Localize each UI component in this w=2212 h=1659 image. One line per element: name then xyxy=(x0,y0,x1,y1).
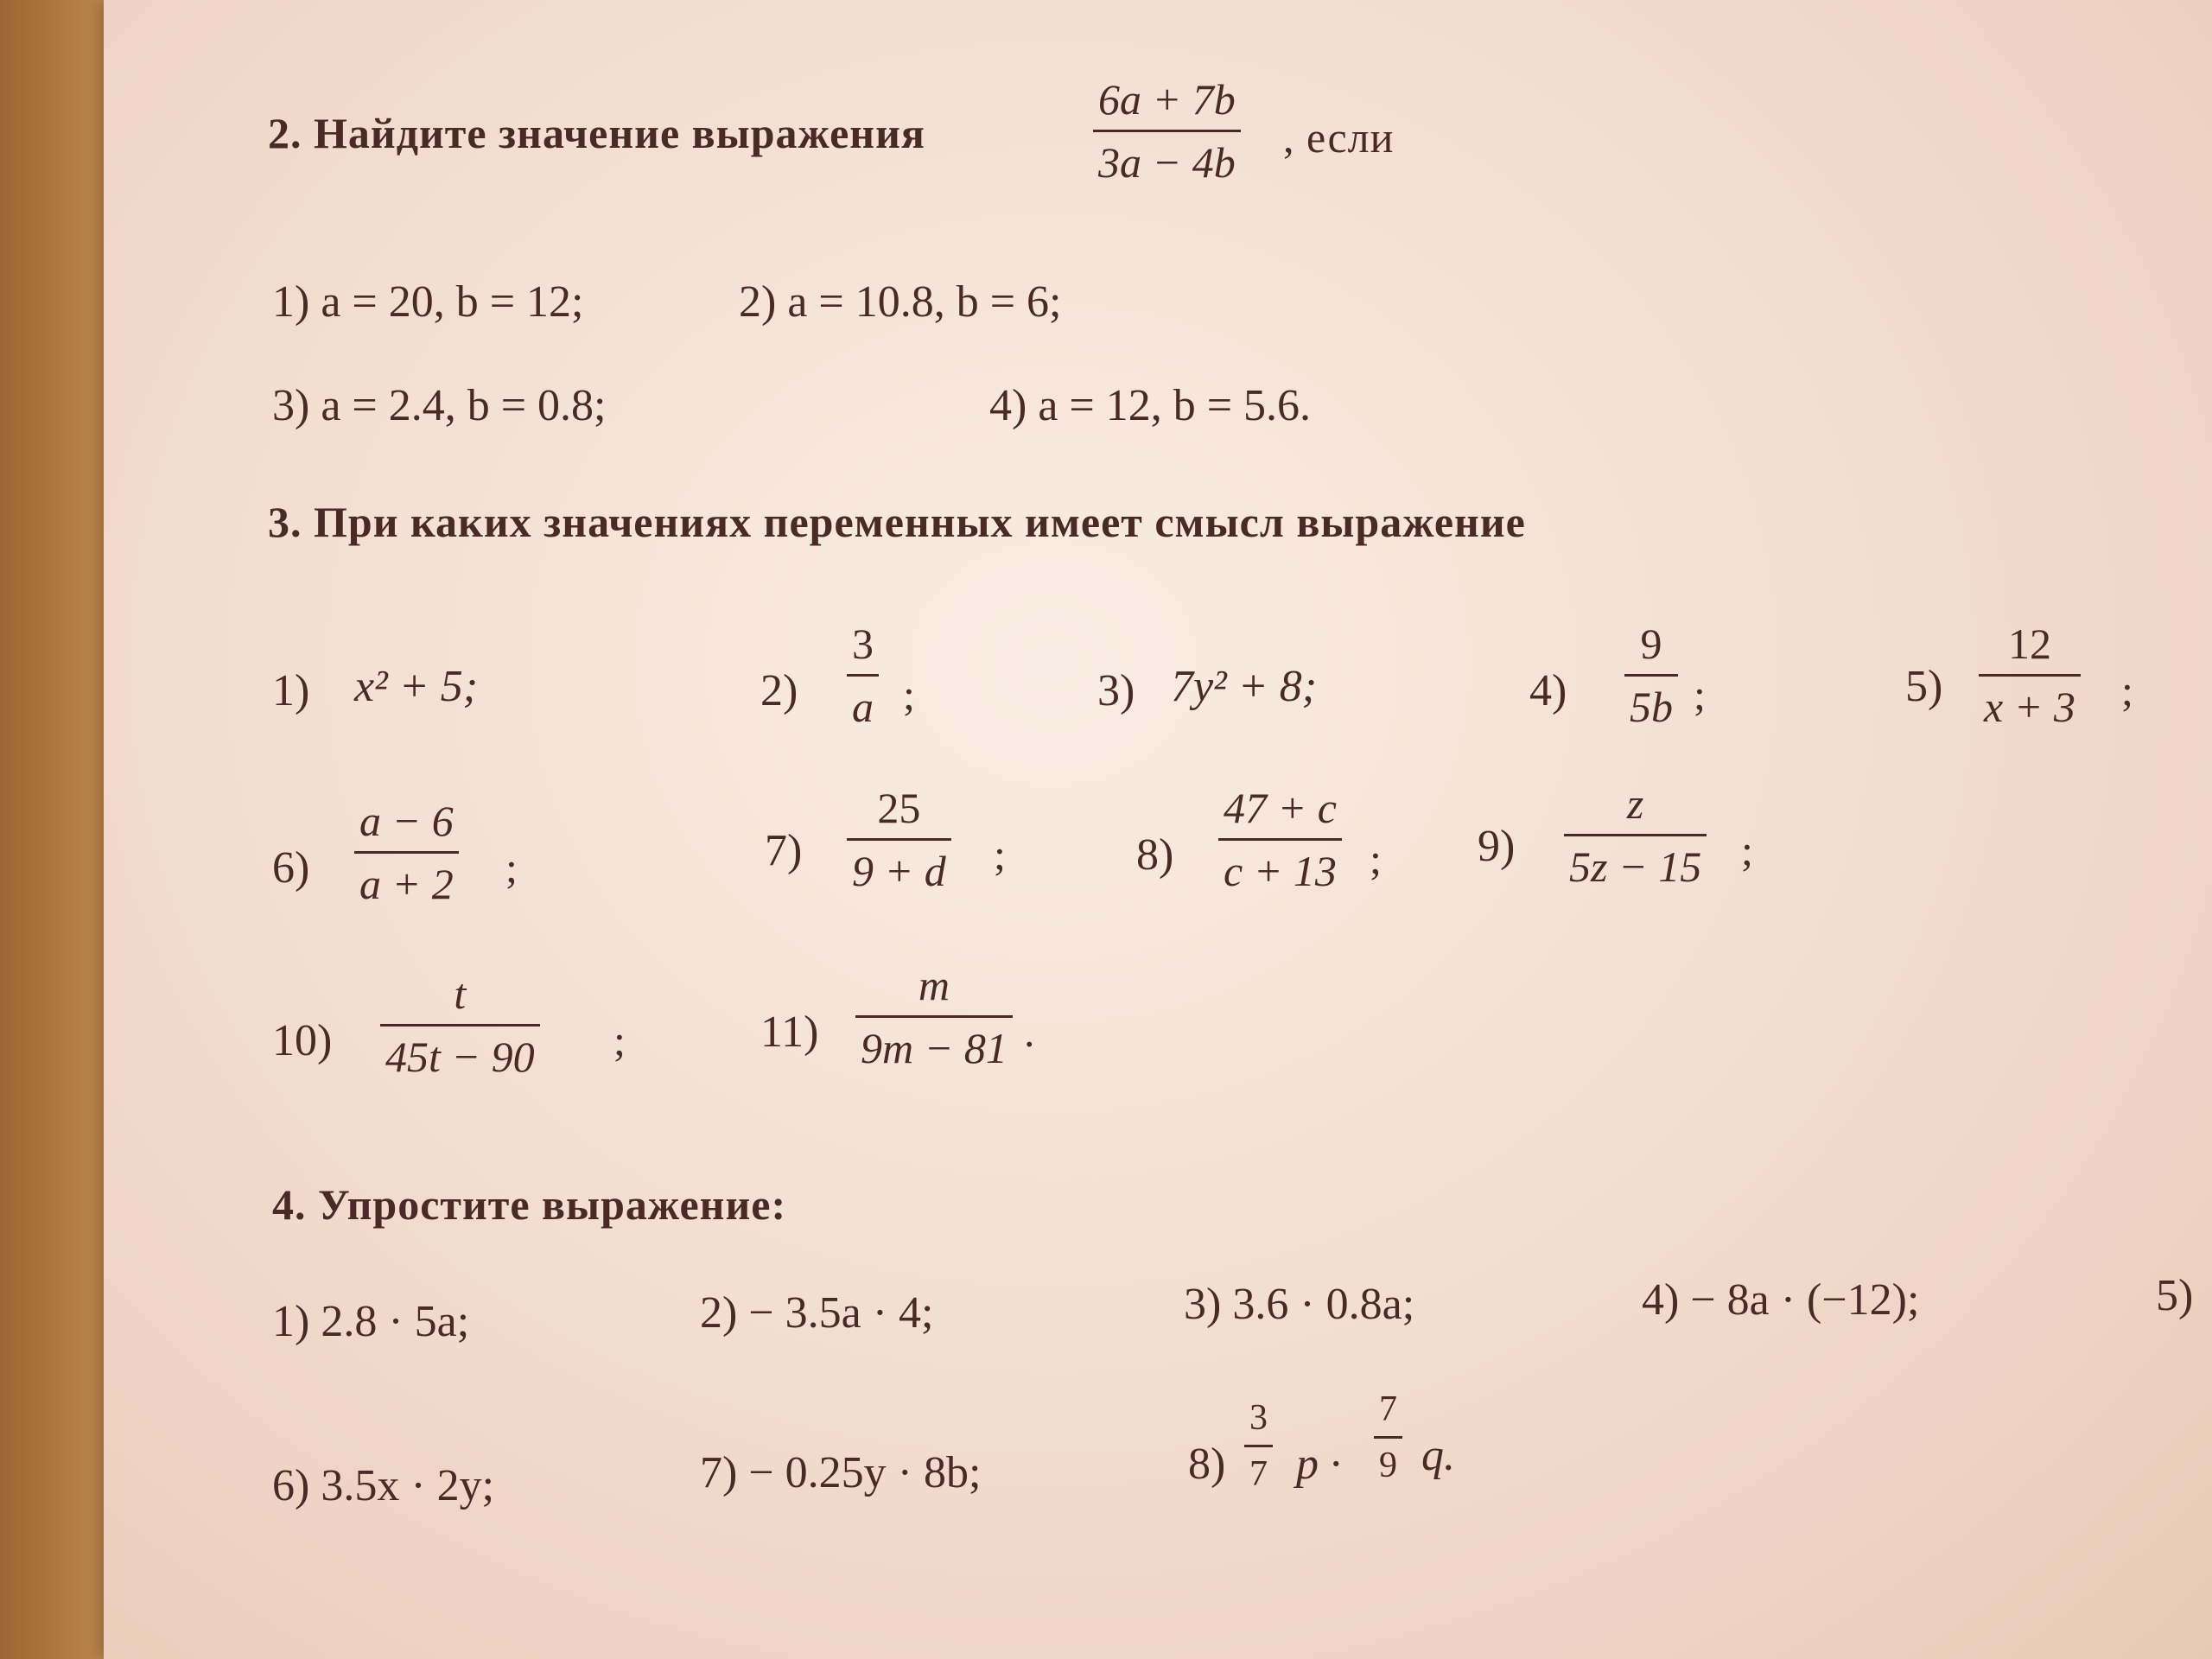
task3-item-10-punct: ; xyxy=(613,1016,626,1065)
task3-item-7-label: 7) xyxy=(765,826,803,875)
task4-item-7: 7) − 0.25y · 8b; xyxy=(700,1448,982,1497)
task3-item-5-numerator: 12 xyxy=(2007,620,2051,668)
task3-item-5-punct: ; xyxy=(2121,666,2133,715)
task3-item-10-label: 10) xyxy=(272,1016,333,1065)
task3-item-2-denominator: a xyxy=(852,683,874,731)
task3-item-9-fraction xyxy=(1564,779,1707,891)
task4-item-8-end: q. xyxy=(1421,1431,1455,1480)
task3-item-11-denominator: 9m − 81 xyxy=(861,1024,1007,1072)
task2-fraction xyxy=(1093,75,1241,187)
task4-item-5: 5) xyxy=(2156,1271,2194,1320)
task3-item-5-denominator: x + 3 xyxy=(1984,683,2075,731)
task3-item-7-numerator: 25 xyxy=(877,784,921,832)
task4-title: 4. Упростите выражение: xyxy=(272,1180,787,1229)
worksheet-page xyxy=(104,0,2212,1659)
task2-item-3: 3) a = 2.4, b = 0.8; xyxy=(272,381,607,430)
task3-item-2-fraction xyxy=(847,620,879,731)
task3-item-10-denominator: 45t − 90 xyxy=(385,1033,535,1081)
task3-item-10-fraction xyxy=(380,969,540,1081)
task3-item-3-expr: 7y² + 8; xyxy=(1171,662,1318,711)
task3-item-1-expr: x² + 5; xyxy=(354,662,479,711)
task2-fraction-numerator: 6a + 7b xyxy=(1098,75,1236,124)
task3-item-6-denominator: a + 2 xyxy=(359,860,454,908)
task3-item-8-label: 8) xyxy=(1136,830,1174,880)
task2-item-2: 2) a = 10.8, b = 6; xyxy=(739,277,1062,327)
task2-item-4: 4) a = 12, b = 5.6. xyxy=(989,381,1312,430)
task2-item-1: 1) a = 20, b = 12; xyxy=(272,277,584,327)
task4-item-3: 3) 3.6 · 0.8a; xyxy=(1184,1280,1415,1329)
task3-item-9-punct: ; xyxy=(1741,826,1753,874)
task3-item-4-numerator: 9 xyxy=(1640,620,1662,668)
task3-item-11-numerator: m xyxy=(918,961,950,1009)
task3-item-5-fraction xyxy=(1979,620,2081,731)
task4-item-8-fraction-1-denominator: 7 xyxy=(1249,1454,1268,1494)
task3-item-2-label: 2) xyxy=(760,666,798,715)
task3-item-4-label: 4) xyxy=(1529,666,1567,715)
task4-item-8-fraction-2-denominator: 9 xyxy=(1379,1446,1397,1485)
task3-item-6-label: 6) xyxy=(272,843,310,893)
task4-item-2: 2) − 3.5a · 4; xyxy=(700,1288,934,1338)
task3-item-1-label: 1) xyxy=(272,666,310,715)
task3-item-11-label: 11) xyxy=(760,1007,819,1057)
task3-item-5-label: 5) xyxy=(1905,662,1943,711)
task4-item-8-middle: p · xyxy=(1296,1440,1341,1489)
task3-item-8-fraction xyxy=(1218,786,1342,893)
task4-item-8-fraction-1 xyxy=(1244,1400,1273,1492)
task4-item-8-fraction-1-numerator: 3 xyxy=(1249,1398,1268,1438)
task4-item-4: 4) − 8a · (−12); xyxy=(1642,1275,1920,1325)
task3-item-4-denominator: 5b xyxy=(1630,683,1673,731)
task3-item-3-label: 3) xyxy=(1097,666,1135,715)
task4-item-8-fraction-2 xyxy=(1374,1391,1402,1484)
task3-item-8-punct: ; xyxy=(1370,835,1382,883)
task4-item-8-fraction-2-numerator: 7 xyxy=(1379,1389,1397,1429)
task2-fraction-denominator: 3a − 4b xyxy=(1098,138,1236,187)
task3-item-6-punct: ; xyxy=(505,843,518,892)
task3-item-11-punct: . xyxy=(1024,1007,1035,1056)
task2-suffix: , если xyxy=(1283,113,1395,162)
task3-item-7-punct: ; xyxy=(994,830,1006,879)
task3-item-4-punct: ; xyxy=(1694,671,1706,719)
task2-title: 2. Найдите значение выражения xyxy=(268,109,925,157)
task3-item-7-denominator: 9 + d xyxy=(852,847,946,895)
task3-item-8-numerator: 47 + c xyxy=(1224,784,1337,832)
task3-item-8-denominator: c + 13 xyxy=(1224,847,1337,895)
task3-item-2-numerator: 3 xyxy=(852,620,874,668)
task4-item-1: 1) 2.8 · 5a; xyxy=(272,1297,470,1346)
task3-item-7-fraction xyxy=(847,786,951,893)
task3-item-10-numerator: t xyxy=(454,969,467,1018)
task3-item-2-punct: ; xyxy=(903,671,915,719)
task3-item-11-fraction xyxy=(855,963,1013,1070)
task3-title: 3. При каких значениях переменных имеет смысл выражение xyxy=(268,498,1526,546)
task3-item-4-fraction xyxy=(1624,620,1678,731)
task3-item-6-fraction xyxy=(354,799,459,906)
task3-item-6-numerator: a − 6 xyxy=(359,797,454,845)
task3-item-9-denominator: 5z − 15 xyxy=(1569,842,1702,891)
task3-item-9-label: 9) xyxy=(1478,822,1516,871)
task4-item-8-label: 8) xyxy=(1188,1440,1226,1489)
task4-item-6: 6) 3.5x · 2y; xyxy=(272,1461,495,1510)
task3-item-9-numerator: z xyxy=(1626,779,1644,828)
